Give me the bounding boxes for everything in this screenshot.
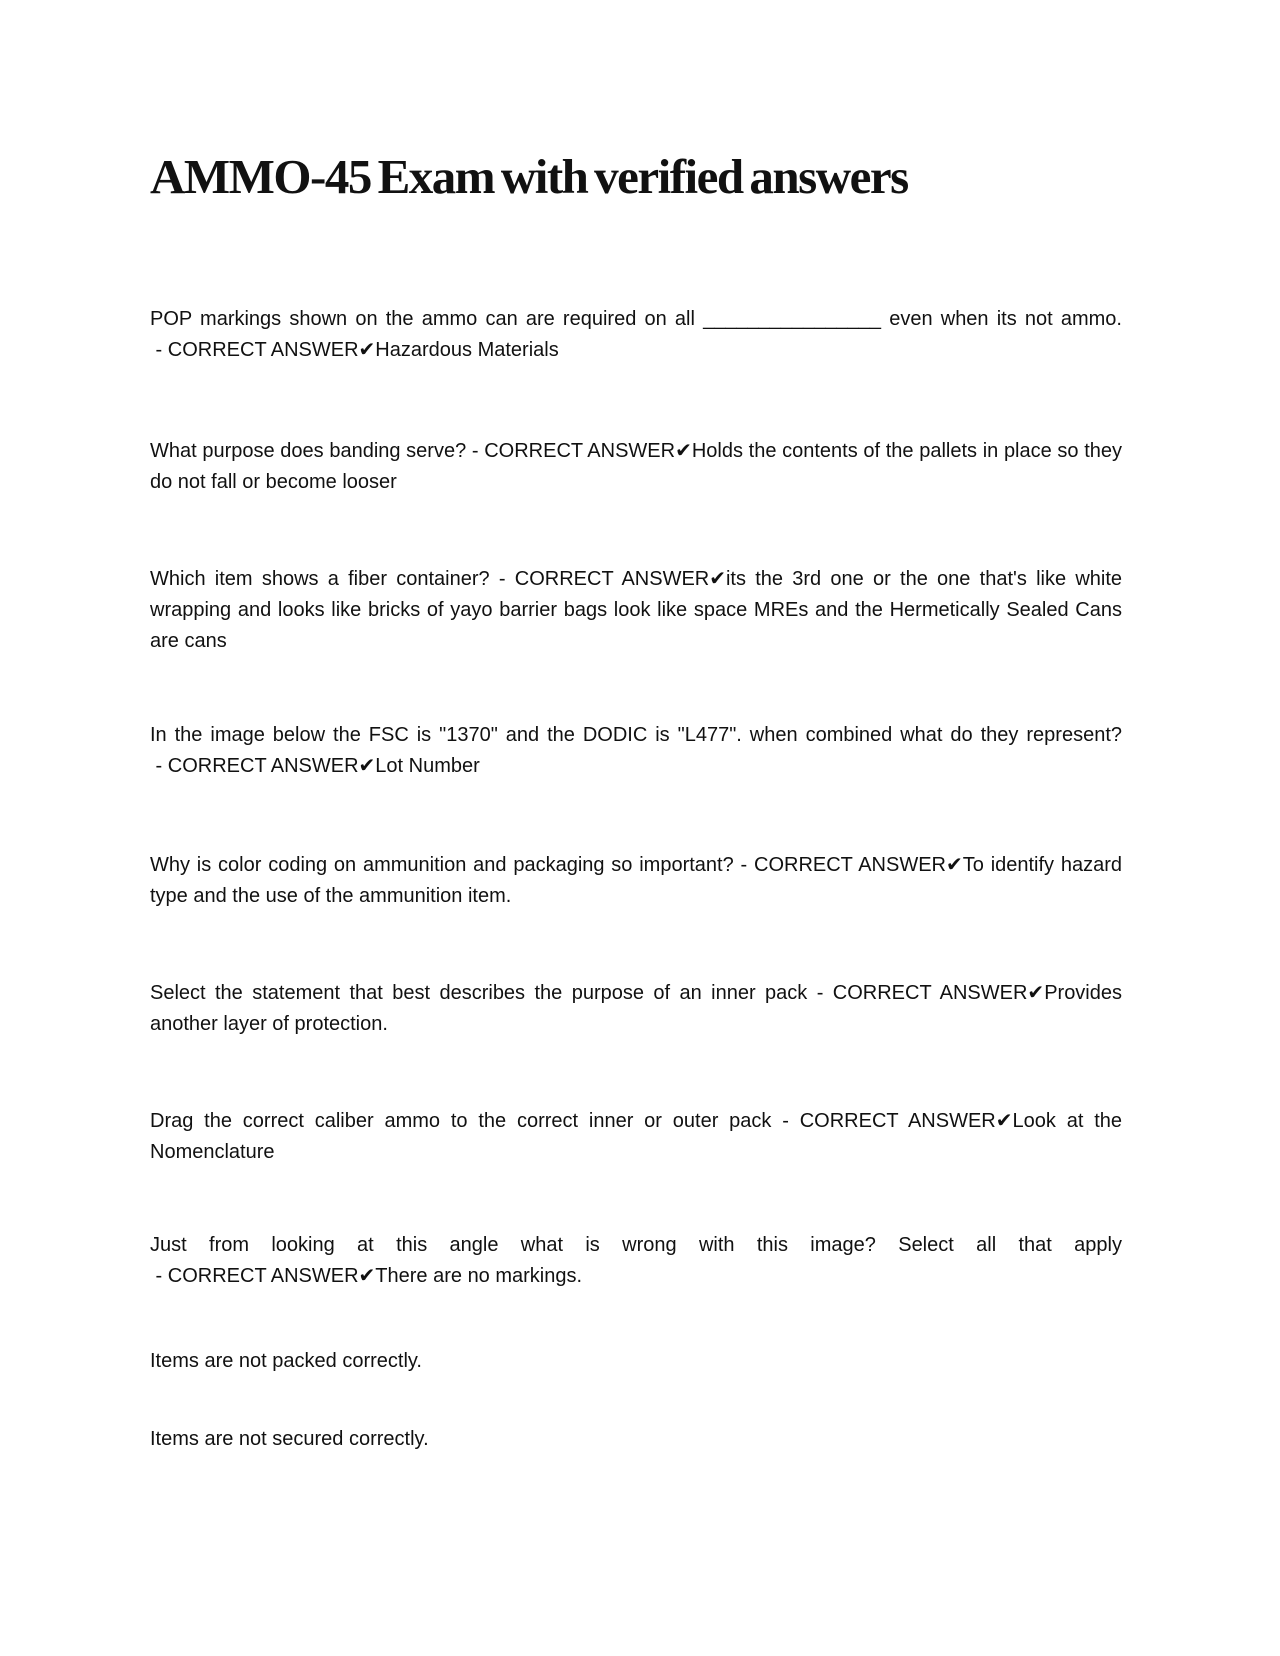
qa-item-7 xyxy=(150,1106,1122,1168)
question-text: Why is color coding on ammunition and packaging so important? xyxy=(150,854,734,876)
document-title: AMMO-45 Exam with verified answers xyxy=(150,149,908,204)
answer-marker: - CORRECT ANSWER✔ xyxy=(771,1110,1013,1132)
qa-item-6 xyxy=(150,978,1122,1040)
question-text: Which item shows a fiber container? xyxy=(150,568,490,590)
answer-text: Holds the contents of the pallets in place so they do not fall or become looser xyxy=(150,440,1123,493)
answer-text: Lot Number xyxy=(375,755,480,777)
question-text: In the image below the FSC is "1370" and the DODIC is "L477". when combined what do they represent? xyxy=(150,724,1122,746)
answer-text: To identify hazard type and the use of the ammunition item. xyxy=(150,854,1123,907)
question-text: Just from looking at this angle what is wrong with this image? Select all that apply xyxy=(150,1234,1122,1256)
answer-marker: - CORRECT ANSWER✔ xyxy=(150,339,376,361)
question-text: POP markings shown on the ammo can are required on all ________________ even when its not ammo. xyxy=(150,308,1122,330)
question-text: What purpose does banding serve? xyxy=(150,440,467,462)
answer-marker: - CORRECT ANSWER✔ xyxy=(807,982,1045,1004)
qa-item-3 xyxy=(150,564,1122,657)
answer-continuation-2: Items are not secured correctly. xyxy=(150,1428,429,1450)
answer-text: its the 3rd one or the one that's like white wrapping and looks like bricks of yayo barrier bags look like space MREs and the Hermetically Sealed Cans are cans xyxy=(150,568,1123,652)
answer-continuation-1: Items are not packed correctly. xyxy=(150,1350,422,1372)
qa-item-8 xyxy=(150,1230,1122,1292)
qa-item-4 xyxy=(150,720,1122,782)
question-text: Select the statement that best describes the purpose of an inner pack xyxy=(150,982,808,1004)
qa-item-5 xyxy=(150,850,1122,912)
answer-marker: - CORRECT ANSWER✔ xyxy=(150,755,376,777)
answer-text: There are no markings. xyxy=(375,1265,583,1287)
qa-item-1 xyxy=(150,304,1122,366)
qa-item-2 xyxy=(150,436,1122,498)
answer-text: Provides another layer of protection. xyxy=(150,982,1122,1035)
question-text: Drag the correct caliber ammo to the correct inner or outer pack xyxy=(150,1110,772,1132)
answer-marker: - CORRECT ANSWER✔ xyxy=(150,1265,376,1287)
answer-text: Hazardous Materials xyxy=(375,339,559,361)
answer-marker: - CORRECT ANSWER✔ xyxy=(466,440,692,462)
answer-text: Look at the Nomenclature xyxy=(150,1110,1122,1163)
answer-marker: - CORRECT ANSWER✔ xyxy=(733,854,963,876)
answer-marker: - CORRECT ANSWER✔ xyxy=(489,568,726,590)
